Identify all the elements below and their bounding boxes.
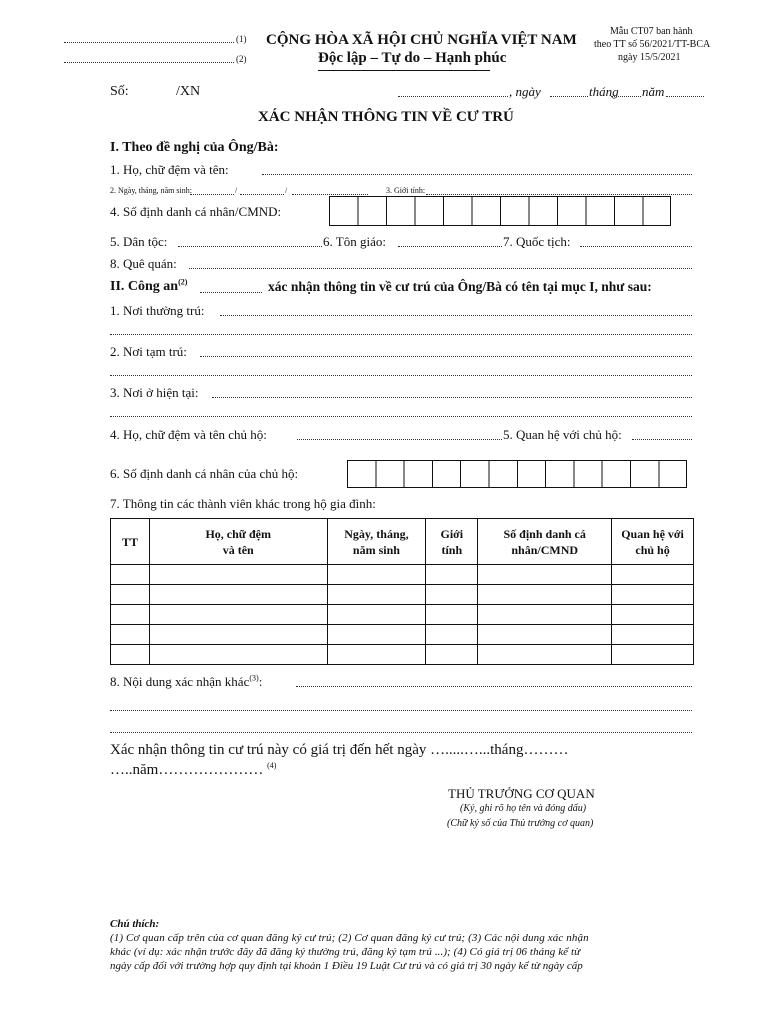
field-police-unit[interactable] bbox=[200, 292, 262, 293]
field-religion-label: 6. Tôn giáo: bbox=[323, 234, 386, 249]
table-row bbox=[111, 605, 694, 625]
signature-title: THỦ TRƯỞNG CƠ QUAN bbox=[448, 786, 595, 801]
date-nam-label: năm bbox=[642, 84, 665, 99]
table-cell[interactable] bbox=[612, 605, 694, 625]
field-hometown-label: 8. Quê quán: bbox=[110, 256, 177, 271]
field-other-sup: (3) bbox=[249, 673, 259, 683]
field-other[interactable] bbox=[296, 686, 692, 687]
field-other-text: 8. Nội dung xác nhận khác bbox=[110, 674, 250, 689]
section1-heading: I. Theo đề nghị của Ông/Bà: bbox=[110, 140, 279, 155]
table-cell[interactable] bbox=[149, 645, 327, 665]
table-cell[interactable] bbox=[111, 645, 150, 665]
date-ngay-label: , ngày bbox=[509, 84, 541, 99]
field-temporary-label: 2. Nơi tạm trú: bbox=[110, 344, 187, 359]
footnote-line-2: khác (ví dụ: xác nhận trước đây đã đăng ký thường trú, đăng ký tạm trú ...); (4) Có giá trị 06 tháng kể từ bbox=[110, 946, 581, 958]
number-suffix: /XN bbox=[176, 84, 201, 99]
validity-sup: (4) bbox=[267, 761, 277, 770]
field-head-id-boxes[interactable] bbox=[347, 460, 687, 488]
section2-heading-b: xác nhận thông tin về cư trú của Ông/Bà có tên tại mục I, như sau: bbox=[268, 279, 652, 294]
table-row bbox=[111, 565, 694, 585]
field-full-name[interactable] bbox=[262, 174, 692, 175]
field-temporary[interactable] bbox=[200, 356, 692, 357]
table-cell[interactable] bbox=[478, 605, 612, 625]
date-month-field[interactable] bbox=[611, 96, 641, 97]
field-other-label bbox=[110, 674, 262, 690]
dob-sep-1: / bbox=[235, 186, 238, 195]
col-header-name: Họ, chữ đệm và tên bbox=[149, 519, 327, 565]
field-current-label: 3. Nơi ở hiện tại: bbox=[110, 385, 199, 400]
field-temporary-line2[interactable] bbox=[110, 375, 692, 376]
table-cell[interactable] bbox=[478, 645, 612, 665]
field-permanent-line2[interactable] bbox=[110, 334, 692, 335]
section2-heading-sup: (2) bbox=[178, 277, 188, 287]
number-label: Số: bbox=[110, 84, 129, 99]
signature-note-1: (Ký, ghi rõ họ tên và đóng dấu) bbox=[460, 803, 587, 814]
validity-line-2 bbox=[110, 762, 276, 779]
date-year-field[interactable] bbox=[666, 96, 704, 97]
field-other-line3[interactable] bbox=[110, 732, 692, 733]
table-cell[interactable] bbox=[149, 605, 327, 625]
field-other-line2[interactable] bbox=[110, 710, 692, 711]
table-cell[interactable] bbox=[149, 585, 327, 605]
table-cell[interactable] bbox=[149, 625, 327, 645]
field-dob-year[interactable] bbox=[292, 194, 368, 195]
org-line-1-marker: (1) bbox=[236, 34, 247, 44]
org-line-2[interactable] bbox=[64, 62, 234, 63]
footnote-line-3: ngày cấp đối với trường hợp quy định tại khoản 1 Điều 19 Luật Cư trú và có giá trị 30 ngày kể từ ngày cấp bbox=[110, 960, 583, 972]
table-cell[interactable] bbox=[327, 645, 426, 665]
motto-underline bbox=[318, 70, 490, 71]
field-relationship-label: 5. Quan hệ với chủ hộ: bbox=[503, 427, 622, 442]
table-cell[interactable] bbox=[327, 565, 426, 585]
field-ethnicity-label: 5. Dân tộc: bbox=[110, 234, 168, 249]
table-row bbox=[111, 645, 694, 665]
field-religion[interactable] bbox=[398, 246, 502, 247]
field-nationality[interactable] bbox=[580, 246, 692, 247]
field-current-line2[interactable] bbox=[110, 416, 692, 417]
table-cell[interactable] bbox=[612, 565, 694, 585]
table-cell[interactable] bbox=[149, 565, 327, 585]
table-cell[interactable] bbox=[111, 605, 150, 625]
field-gender-label: 3. Giới tính: bbox=[386, 186, 426, 195]
footnote-line-1: (1) Cơ quan cấp trên của cơ quan đăng ký cư trú; (2) Cơ quan đăng ký cư trú; (3) Các nội dung xác nhận bbox=[110, 932, 589, 944]
table-cell[interactable] bbox=[111, 585, 150, 605]
footnote-heading: Chú thích: bbox=[110, 918, 160, 930]
table-cell[interactable] bbox=[612, 585, 694, 605]
field-hometown[interactable] bbox=[189, 268, 692, 269]
field-ethnicity[interactable] bbox=[178, 246, 322, 247]
document-title: XÁC NHẬN THÔNG TIN VỀ CƯ TRÚ bbox=[258, 109, 514, 125]
table-cell[interactable] bbox=[111, 565, 150, 585]
date-thang-label: tháng bbox=[589, 84, 619, 99]
section2-heading-a bbox=[110, 279, 187, 295]
field-relationship[interactable] bbox=[632, 439, 692, 440]
field-nationality-label: 7. Quốc tịch: bbox=[503, 234, 571, 249]
section2-heading-text: II. Công an bbox=[110, 279, 179, 294]
form-note-2: theo TT số 56/2021/TT-BCA bbox=[594, 39, 711, 50]
form-note-1: Mẫu CT07 ban hành bbox=[610, 26, 693, 37]
field-full-name-label: 1. Họ, chữ đệm và tên: bbox=[110, 162, 229, 177]
col-header-id: Số định danh cá nhân/CMND bbox=[478, 519, 612, 565]
validity-line-2-text: …..năm………………… bbox=[110, 762, 264, 778]
col-header-relationship: Quan hệ với chủ hộ bbox=[612, 519, 694, 565]
table-cell[interactable] bbox=[478, 625, 612, 645]
org-line-2-marker: (2) bbox=[236, 54, 247, 64]
country-name: CỘNG HÒA XÃ HỘI CHỦ NGHĨA VIỆT NAM bbox=[266, 32, 577, 48]
table-cell[interactable] bbox=[612, 645, 694, 665]
field-id-boxes[interactable] bbox=[329, 196, 671, 226]
table-row bbox=[111, 585, 694, 605]
field-household-head-label: 4. Họ, chữ đệm và tên chủ hộ: bbox=[110, 427, 267, 442]
field-permanent-label: 1. Nơi thường trú: bbox=[110, 303, 205, 318]
field-dob-day[interactable] bbox=[190, 194, 234, 195]
table-cell[interactable] bbox=[426, 605, 478, 625]
table-cell[interactable] bbox=[327, 625, 426, 645]
dob-sep-2: / bbox=[285, 186, 288, 195]
table-cell[interactable] bbox=[426, 625, 478, 645]
place-field[interactable] bbox=[398, 96, 508, 97]
table-row bbox=[111, 625, 694, 645]
table-cell[interactable] bbox=[426, 565, 478, 585]
field-dob-month[interactable] bbox=[240, 194, 284, 195]
table-cell[interactable] bbox=[612, 625, 694, 645]
col-header-dob: Ngày, tháng, năm sinh bbox=[327, 519, 426, 565]
org-line-1[interactable] bbox=[64, 42, 234, 43]
motto: Độc lập – Tự do – Hạnh phúc bbox=[318, 50, 507, 66]
col-header-gender: Giới tính bbox=[426, 519, 478, 565]
table-cell[interactable] bbox=[111, 625, 150, 645]
field-household-head[interactable] bbox=[297, 439, 502, 440]
table-cell[interactable] bbox=[478, 565, 612, 585]
field-permanent[interactable] bbox=[220, 315, 692, 316]
table-cell[interactable] bbox=[426, 585, 478, 605]
members-table-header bbox=[111, 519, 694, 565]
field-head-id-label: 6. Số định danh cá nhân của chủ hộ: bbox=[110, 466, 299, 481]
members-table bbox=[110, 518, 694, 665]
field-other-colon: : bbox=[258, 674, 263, 689]
field-id-label: 4. Số định danh cá nhân/CMND: bbox=[110, 204, 282, 219]
signature-note-2: (Chữ ký số của Thủ trưởng cơ quan) bbox=[447, 818, 594, 829]
form-note-3: ngày 15/5/2021 bbox=[618, 52, 681, 63]
table-cell[interactable] bbox=[478, 585, 612, 605]
table-cell[interactable] bbox=[327, 605, 426, 625]
field-current[interactable] bbox=[212, 397, 692, 398]
field-gender[interactable] bbox=[426, 194, 692, 195]
table-cell[interactable] bbox=[327, 585, 426, 605]
field-dob-label: 2. Ngày, tháng, năm sinh: bbox=[110, 186, 192, 195]
table-cell[interactable] bbox=[426, 645, 478, 665]
validity-line-1: Xác nhận thông tin cư trú này có giá trị đến hết ngày ….....…...tháng……… bbox=[110, 742, 569, 758]
field-members-label: 7. Thông tin các thành viên khác trong hộ gia đình: bbox=[110, 496, 376, 511]
date-day-field[interactable] bbox=[550, 96, 588, 97]
col-header-tt: TT bbox=[111, 519, 150, 565]
